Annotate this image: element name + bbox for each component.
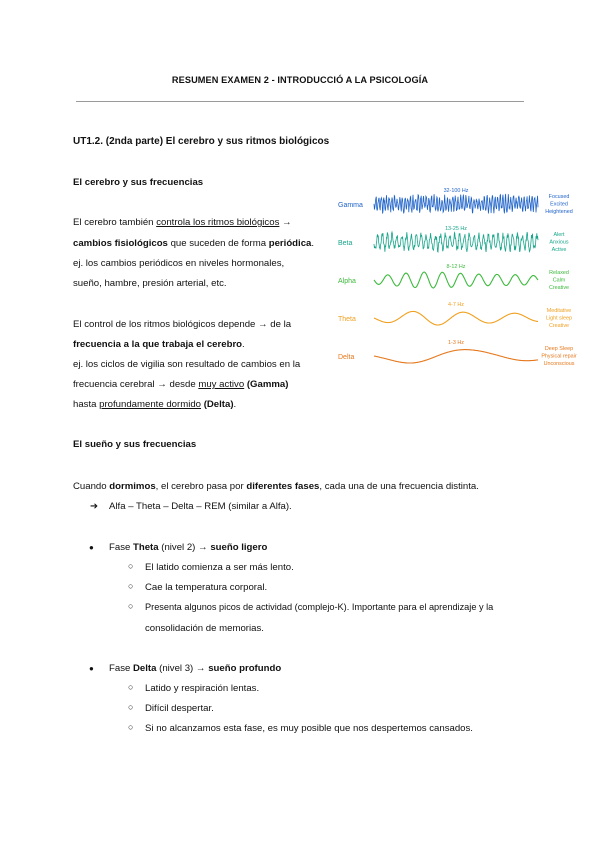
wave-name-theta: Theta (338, 316, 356, 323)
delta-item-2: Difícil despertar. (145, 703, 214, 714)
theta-item-3-continuation: consolidación de memorias. (145, 623, 264, 634)
p1-line3: ej. los cambios periódicos en niveles hormonales, (73, 258, 285, 269)
wave-frequency-gamma: 32-100 Hz (443, 188, 469, 194)
document-title: RESUMEN EXAMEN 2 - INTRODUCCIÓ A LA PSICOLOGÍA (171, 75, 429, 85)
p1-line1-post: → (279, 217, 292, 228)
phase-theta-name: Theta (133, 542, 159, 553)
theta-item-3: Presenta algunos picos de actividad (complejo-K). Importante para el aprendizaje y la (145, 602, 494, 612)
bullet-icon: ● (89, 664, 94, 673)
wave-line-gamma (374, 194, 538, 214)
phase-delta-result: sueño profundo (208, 663, 282, 674)
phase-delta-title (109, 662, 281, 675)
wave-description-beta: Alert (553, 232, 565, 238)
sub-bullet-icon: ○ (128, 561, 134, 571)
wave-description-theta: Creative (548, 323, 570, 329)
p2-line1: El control de los ritmos biológicos depende → de la (73, 319, 292, 330)
sub-bullet-icon: ○ (128, 581, 134, 591)
phase-delta-mid: (nivel 3) → (156, 663, 209, 674)
p1-line1-pre: El cerebro también (73, 217, 157, 228)
p1-line2-end: . (311, 238, 315, 249)
wave-name-alpha: Alpha (338, 278, 356, 285)
p2-delta-label: (Delta) (203, 399, 234, 410)
sequence-arrow-icon: ➔ (90, 501, 99, 512)
sleep-heading: El sueño y sus frecuencias (73, 439, 197, 450)
theta-item-2: Cae la temperatura corporal. (145, 582, 268, 593)
wave-description-alpha: Creative (548, 285, 570, 291)
wave-description-alpha: Relaxed (549, 270, 569, 276)
brain-waves-figure (330, 180, 585, 370)
wave-description-delta: Deep Sleep (544, 346, 574, 352)
wave-line-theta (374, 311, 538, 325)
wave-description-gamma: Focused (548, 194, 570, 200)
phase-sequence: Alfa – Theta – Delta – REM (similar a Alfa). (109, 501, 292, 512)
p1-bold-term: cambios fisiológicos (73, 238, 168, 249)
p1-line4: sueño, hambre, presión arterial, etc. (73, 278, 227, 289)
wave-name-beta: Beta (338, 240, 353, 247)
wave-description-beta: Anxious (549, 239, 569, 246)
p2-line2 (73, 338, 245, 351)
p2-gamma-label: (Gamma) (246, 379, 289, 390)
phase-theta-title (109, 541, 267, 554)
p1-underlined-phrase: controla los ritmos biológicos (156, 217, 280, 228)
delta-item-1: Latido y respiración lentas. (145, 683, 260, 694)
wave-name-gamma: Gamma (338, 202, 363, 209)
phase-theta-result: sueño ligero (210, 542, 268, 553)
p1-bold-term-2: periódica (268, 238, 312, 249)
section-heading: UT1.2. (2nda parte) El cerebro y sus ritmos biológicos (73, 136, 330, 147)
phase-delta-name: Delta (133, 663, 157, 674)
sub-bullet-icon: ○ (128, 722, 134, 732)
sleep-intro-mid: , el cerebro pasa por (155, 481, 247, 492)
p2-line5 (73, 398, 236, 411)
wave-description-delta: Physical repair (541, 353, 577, 360)
wave-description-beta: Active (551, 247, 567, 253)
p2-line4 (73, 378, 288, 391)
wave-name-delta: Delta (338, 354, 355, 361)
wave-description-theta: Light sleep (545, 315, 573, 322)
wave-frequency-beta: 13-25 Hz (445, 226, 467, 232)
p2-line3: ej. los ciclos de vigilia son resultado de cambios en la (73, 359, 301, 370)
p2-line4-pre: frecuencia cerebral → desde (73, 379, 199, 390)
p2-deep-sleep: profundamente dormido (99, 399, 202, 410)
sleep-intro-pre: Cuando (73, 481, 110, 492)
wave-line-alpha (374, 272, 538, 288)
wave-line-delta (374, 350, 538, 363)
wave-frequency-delta: 1-3 Hz (448, 340, 464, 346)
sub-bullet-icon: ○ (128, 702, 134, 712)
p2-line5-pre: hasta (73, 399, 100, 410)
wave-description-gamma: Excited (550, 201, 568, 208)
sleep-intro (73, 480, 479, 493)
wave-line-beta (374, 232, 538, 252)
phase-theta-pre: Fase (109, 542, 133, 553)
phase-delta-pre: Fase (109, 663, 133, 674)
phase-theta-mid: (nivel 2) → (158, 542, 211, 553)
wave-description-delta: Unconscious (543, 361, 575, 367)
p2-line5-end: . (233, 399, 237, 410)
sleep-intro-end: , cada una de una frecuencia distinta. (319, 481, 479, 492)
title-divider (76, 101, 524, 102)
wave-frequency-theta: 4-7 Hz (448, 302, 464, 308)
sub-bullet-icon: ○ (128, 601, 134, 611)
p1-line2-mid: que suceden de forma (167, 238, 269, 249)
p2-line2-end: . (242, 339, 245, 350)
theta-item-1: El latido comienza a ser más lento. (145, 562, 294, 573)
delta-item-3: Si no alcanzamos esta fase, es muy posible que nos despertemos cansados. (145, 723, 473, 734)
p2-very-active: muy activo (198, 379, 245, 390)
p2-bold-phrase: frecuencia a la que trabaja el cerebro (73, 339, 243, 350)
wave-description-gamma: Heightened (545, 209, 573, 215)
sleep-intro-bold-1: dormimos (109, 481, 156, 492)
sub-bullet-icon: ○ (128, 682, 134, 692)
bullet-icon: ● (89, 543, 94, 552)
wave-frequency-alpha: 8-12 Hz (446, 264, 466, 270)
p1-line1 (73, 216, 292, 229)
sleep-intro-bold-2: diferentes fases (246, 481, 320, 492)
wave-description-alpha: Calm (552, 277, 566, 284)
brain-frequencies-heading: El cerebro y sus frecuencias (73, 177, 204, 188)
p1-line2 (73, 237, 314, 250)
wave-description-theta: Meditative (546, 308, 572, 314)
